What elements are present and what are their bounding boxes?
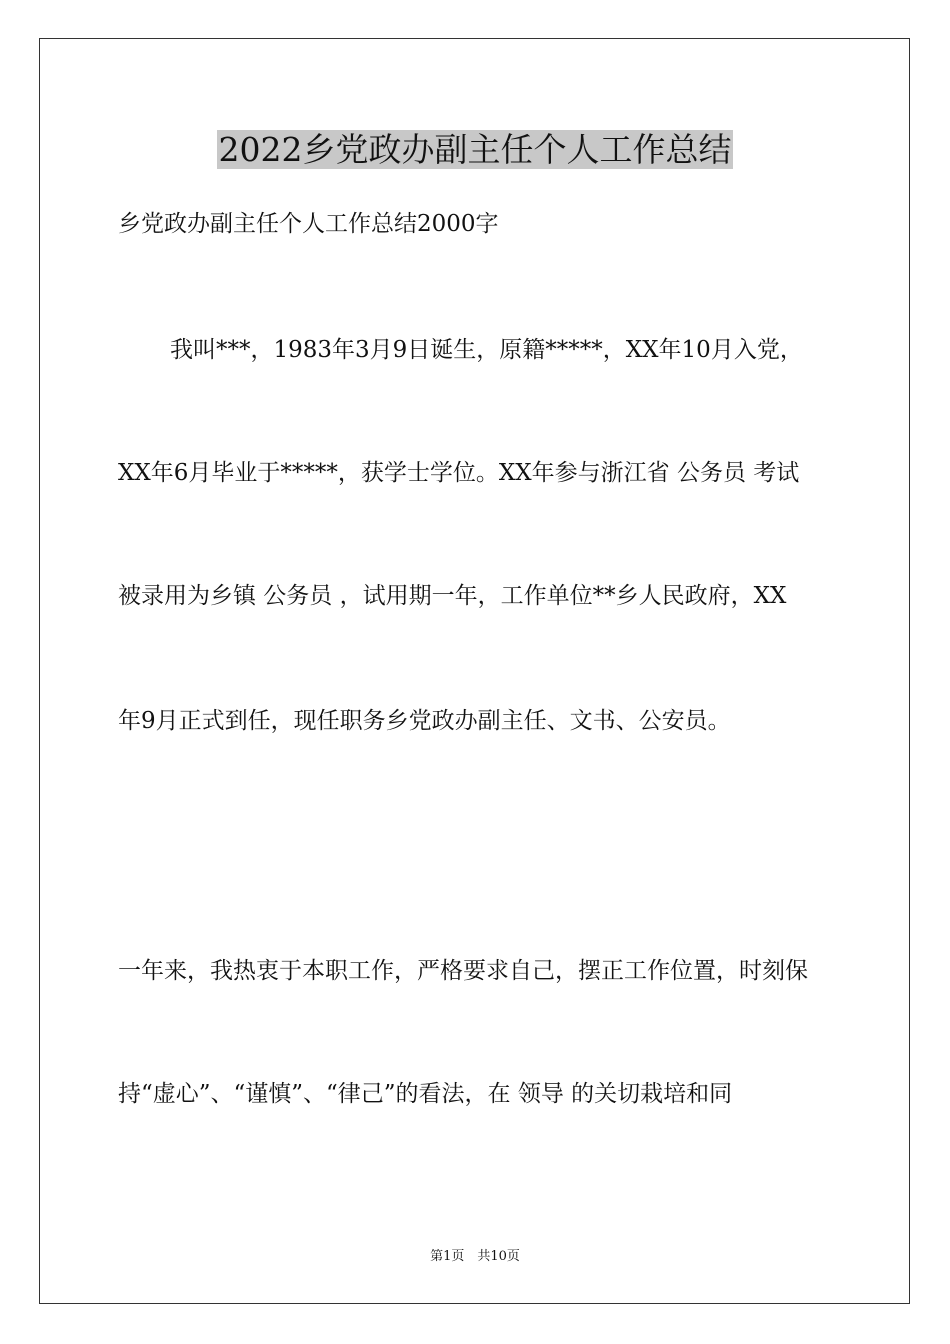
paragraph-1-line-2: XX年6月毕业于*****，获学士学位。XX年参与浙江省 公务员 考试	[118, 460, 800, 486]
document-subtitle: 乡党政办副主任个人工作总结2000字	[118, 211, 499, 237]
page-number: 第1页 共10页	[430, 1249, 520, 1264]
paragraph-2-line-1: 一年来，我热衷于本职工作，严格要求自己，摆正工作位置，时刻保	[118, 958, 808, 984]
paragraph-1-line-4: 年9月正式到任，现任职务乡党政办副主任、文书、公安员。	[118, 708, 731, 734]
paragraph-1-line-3: 被录用为乡镇 公务员 ，试用期一年，工作单位**乡人民政府，XX	[118, 583, 787, 609]
document-title-text: 2022乡党政办副主任个人工作总结	[218, 130, 732, 169]
paragraph-2-line-2: 持“虚心”、“谨慎”、“律己”的看法，在 领导 的关切栽培和同	[118, 1081, 733, 1107]
paragraph-1-line-1: 我叫***，1983年3月9日诞生，原籍*****，XX年10月入党，	[170, 337, 803, 363]
document-title	[0, 126, 950, 174]
